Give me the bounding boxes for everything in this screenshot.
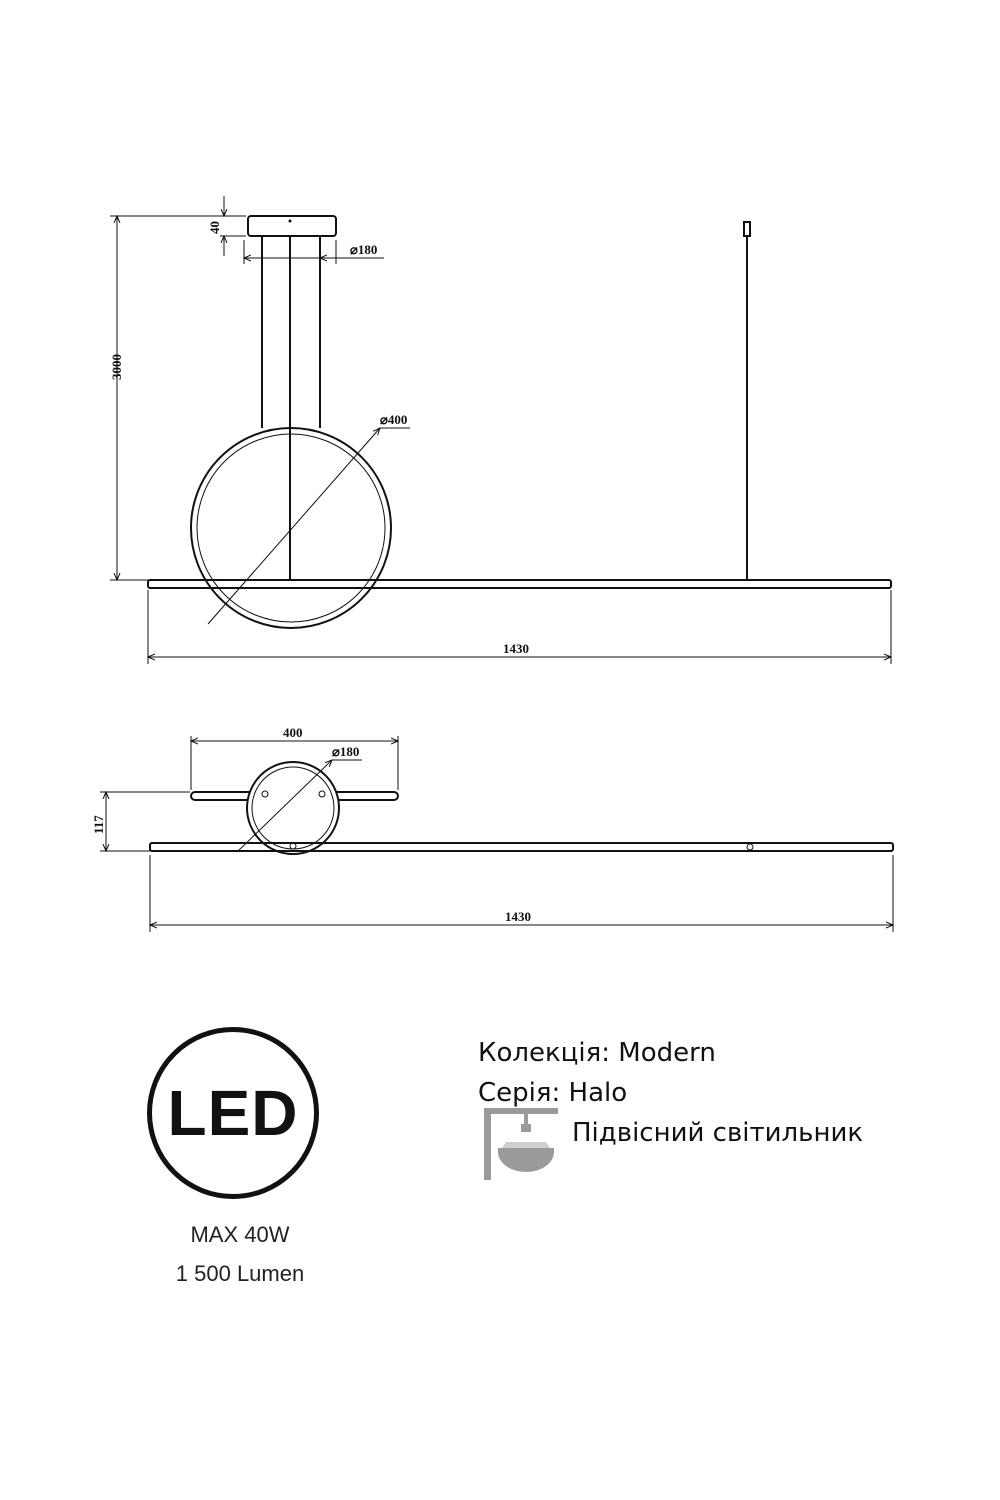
dim-canopy-diameter-top: ⌀180 (332, 744, 360, 759)
dim-canopy-height: 40 (207, 221, 222, 234)
lumen-label: 1 500 Lumen (175, 1261, 305, 1286)
series-label: Серія: Halo (478, 1078, 628, 1108)
light-bar (148, 580, 891, 588)
pendant-lamp-icon (480, 1108, 562, 1180)
dim-length-front: 1430 (503, 641, 529, 656)
dim-depth: 117 (91, 815, 106, 834)
collection-label: Колекція: Modern (478, 1038, 716, 1068)
dim-total-height: 3000 (109, 354, 124, 380)
dim-canopy-diameter: ⌀180 (350, 242, 378, 257)
dim-ring-diameter: ⌀400 (380, 412, 408, 427)
type-label: Підвісний світильник (572, 1118, 864, 1148)
front-view (109, 196, 891, 664)
top-view (91, 725, 893, 932)
led-label: LED (167, 1077, 299, 1149)
dim-length-top: 1430 (505, 909, 531, 924)
dim-ring-width: 400 (283, 725, 303, 740)
led-badge (147, 1027, 319, 1199)
power-label: MAX 40W (190, 1222, 290, 1247)
canopy-top (247, 762, 339, 854)
light-bar-top (150, 843, 893, 851)
canopy (248, 216, 336, 236)
